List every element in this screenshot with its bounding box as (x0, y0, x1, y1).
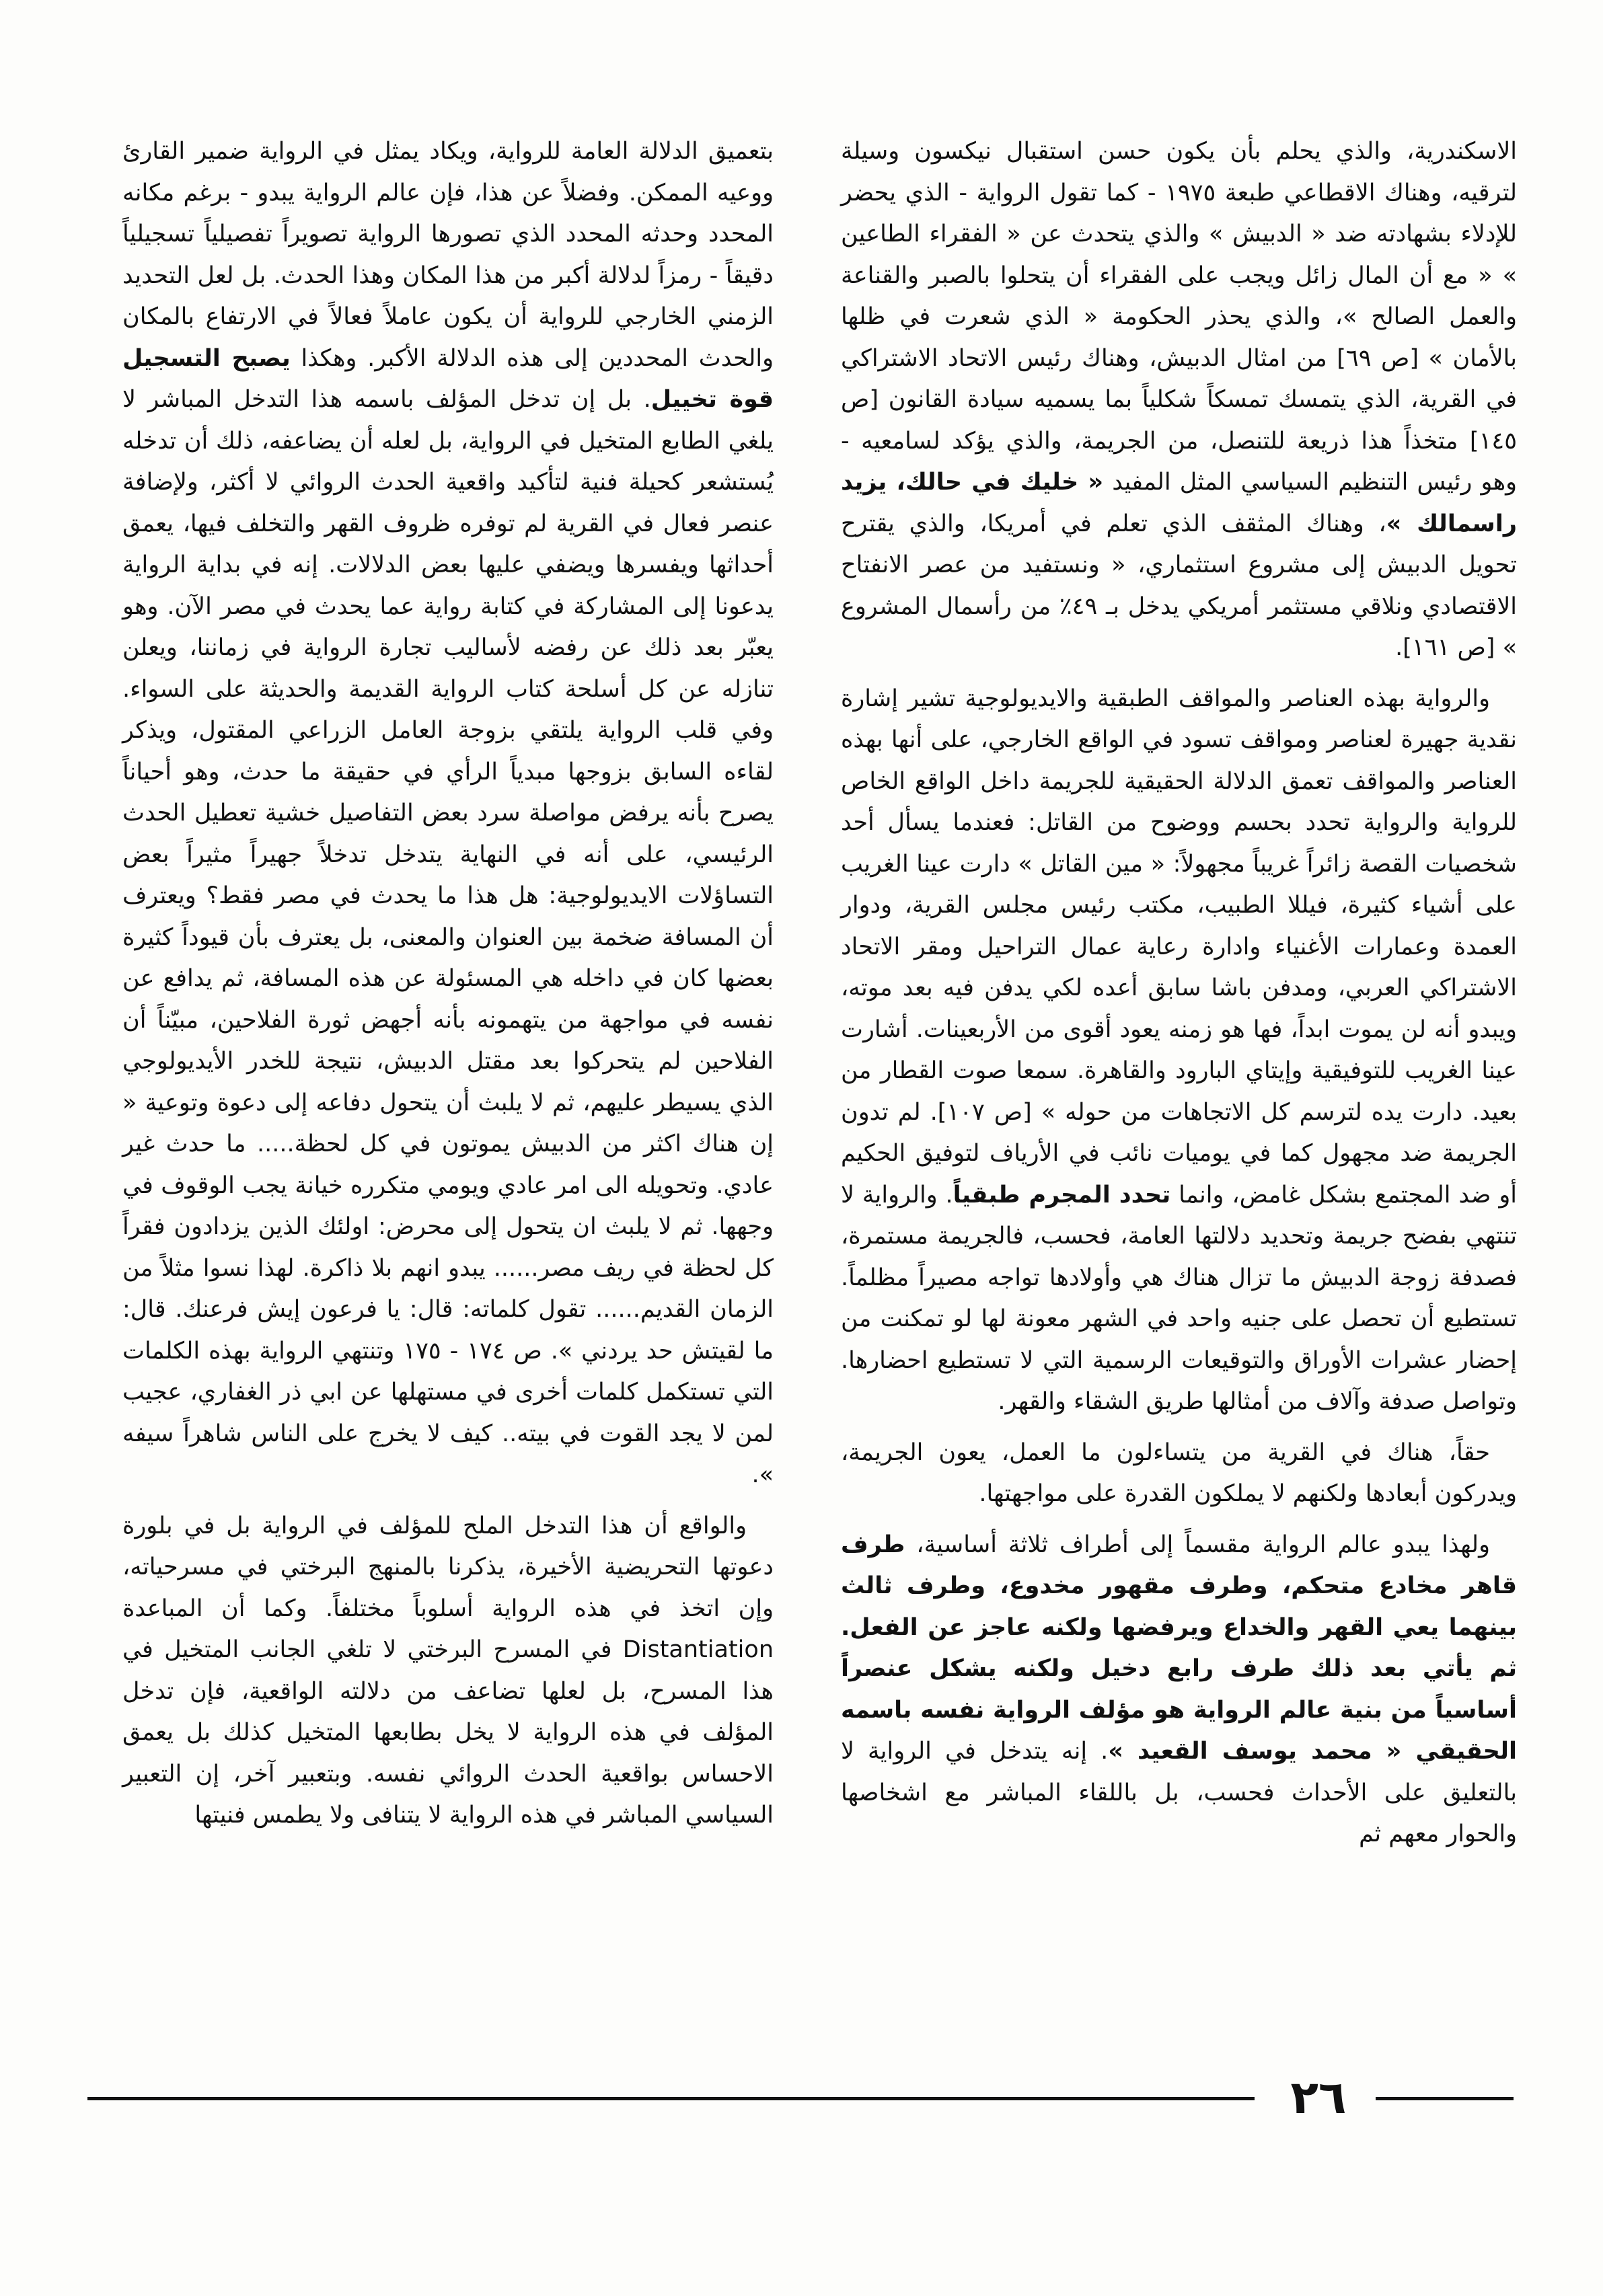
bold-text-segment: طرف قاهر مخادع متحكم، وطرف مقهور مخدوع، وطرف ثالث بينهما يعي القهر والخداع ويرفضها ولكنه عاجز عن الفعل. ثم يأتي بعد ذلك طرف رابع دخيل ولكنه يشكل عنصراً أساسياً من بنية عالم الرواية هو مؤلف الرواية نفسه باسمه الحقيقي « محمد يوسف القعيد » (841, 1531, 1517, 1765)
page-number: ٢٦ (1290, 2071, 1347, 2125)
paragraph (841, 1525, 1517, 1855)
bold-text-segment: يصبح التسجيل قوة تخييل (122, 344, 774, 413)
paragraph (122, 131, 774, 1496)
text-segment: ، وهناك المثقف الذي تعلم في أمريكا، والذي يقترح تحويل الدبيش إلى مشروع استثماري، « ونستفيد من عصر الانفتاح الاقتصادي ونلاقي مستثمر أمريكي يدخل بـ ٤٩٪ من رأسمال المشروع » [ص ١٦١]. (841, 510, 1517, 661)
text-segment: والرواية بهذه العناصر والمواقف الطبقية والايديولوجية تشير إشارة نقدية جهيرة لعناصر ومواقف تسود في الواقع الخارجي، على أنها بهذه العناصر والمواقف تعمق الدلالة الحقيقية للجريمة داخل الواقع الخاص للرواية والرواية تحدد بحسم ووضوح من القاتل: فعندما يسأل أحد شخصيات القصة زائراً غريباً مجهولاً: « مين القاتل » دارت عينا الغريب على أشياء كثيرة، فيللا الطبيب، مكتب رئيس مجلس القرية، ودوار العمدة وعمارات الأغنياء وادارة رعاية عمال التراحيل ومقر الاتحاد الاشتراكي العربي، ومدفن باشا سابق أعده لكي يدفن فيه بعد موته، ويبدو أنه لن يموت ابداً، فها هو زمنه يعود أقوى من الأربعينات. أشارت عينا الغريب للتوفيقية وإيتاي البارود والقاهرة. سمعا صوت القطار من بعيد. دارت يده لترسم كل الاتجاهات من حوله » [ص ١٠٧]. لم تدون الجريمة ضد مجهول كما في يوميات نائب في الأرياف لتوفيق الحكيم أو ضد المجتمع بشكل غامض، وانما (841, 685, 1517, 1209)
text-segment: . والرواية لا تنتهي بفضح جريمة وتحديد دلالتها العامة، فحسب، فالجريمة مستمرة، فصدفة زوجة الدبيش ما تزال هناك هي وأولادها تواجه مصيراً مظلماً. تستطيع أن تحصل على جنيه واحد في الشهر معونة لها لو تمكنت من إحضار عشرات الأوراق والتوقيعات الرسمية التي لا تستطيع احضارها. وتواصل صدفة وآلاف من أمثالها طريق الشقاء والقهر. (841, 1181, 1517, 1415)
text-segment: والواقع أن هذا التدخل الملح للمؤلف في الرواية بل في بلورة دعوتها التحريضية الأخيرة، يذكرنا بالمنهج البرختي في مسرحياته، وإن اتخذ في هذه الرواية أسلوباً مختلفاً. وكما أن المباعدة Distantiation في المسرح البرختي لا تلغي الجانب المتخيل في هذا المسرح، بل لعلها تضاعف من دلالته الواقعية، فإن تدخل المؤلف في هذه الرواية لا يخل بطابعها المتخيل كذلك بل يعمق الاحساس بواقعية الحدث الروائي نفسه. وبتعبير آخر، إن التعبير السياسي المباشر في هذه الرواية لا يتنافى ولا يطمس فنيتها (122, 1512, 774, 1829)
footer-rule-long (87, 2097, 1255, 2100)
text-segment: حقاً، هناك في القرية من يتساءلون ما العمل، يعون الجريمة، ويدركون أبعادها ولكنهم لا يملكون القدرة على مواجهتها. (841, 1439, 1517, 1507)
text-segment: . إنه يتدخل في الرواية لا بالتعليق على الأحداث فحسب، بل باللقاء المباشر مع اشخاصها والحوار معهم ثم (841, 1738, 1517, 1847)
bold-text-segment: « خليك في حالك، يزيد راسمالك » (841, 469, 1517, 537)
text-column-left (122, 131, 774, 1846)
text-segment: . بل إن تدخل المؤلف باسمه هذا التدخل المباشر لا يلغي الطابع المتخيل في الرواية، بل لعله أن يضاعفه، ذلك أن تدخله يُستشعر كحيلة فنية لتأكيد واقعية الحدث الروائي لا أكثر، ولإضافة عنصر فعال في القرية لم توفره ظروف القهر والتخلف فيها، يعمق أحداثها ويفسرها ويضفي عليها بعض الدلالات. إنه في بداية الرواية يدعونا إلى المشاركة في كتابة رواية عما يحدث في مصر الآن. وهو يعبّر بعد ذلك عن رفضه لأساليب تجارة الرواية في زماننا، ويعلن تنازله عن كل أسلحة كتاب الرواية القديمة والحديثة على السواء. وفي قلب الرواية يلتقي بزوجة العامل الزراعي المقتول، ويذكر لقاءه السابق بزوجها مبدياً الرأي في حقيقة ما حدث، وهو أحياناً يصرح بأنه يرفض مواصلة سرد بعض التفاصيل خشية تعطيل الحدث الرئيسي، على أنه في النهاية يتدخل تدخلاً جهيراً مثيراً بعض التساؤلات الايديولوجية: هل هذا ما يحدث في مصر فقط؟ ويعترف أن المسافة ضخمة بين العنوان والمعنى، بل يعترف بأن قيوداً كثيرة بعضها كان في داخله هي المسئولة عن هذه المسافة، ثم يدافع عن نفسه في مواجهة من يتهمونه بأنه أجهض ثورة الفلاحين، مبيّناً أن الفلاحين لم يتحركوا بعد مقتل الدبيش، نتيجة للخدر الأيديولوجي الذي يسيطر عليهم، ثم لا يلبث أن يتحول دفاعه إلى دعوة وتوعية « إن هناك اكثر من الدبيش يموتون في كل لحظة..... ما حدث غير عادي. وتحويله الى امر عادي ويومي متكرره خيانة يجب الوقوف في وجهها. ثم لا يلبث ان يتحول إلى محرض: اولئك الذين يزدادون فقراً كل لحظة في ريف مصر...... يبدو انهم بلا ذاكرة. لهذا نسوا مثلاً من الزمان القديم...... تقول كلماته: قال: يا فرعون إيش فرعنك. قال: ما لقيتش حد يردني ». ص ١٧٤ - ١٧٥ وتنتهي الرواية بهذه الكلمات التي تستكمل كلمات أخرى في مستهلها عن ابي ذر الغفاري، عجيب لمن لا يجد القوت في بيته.. كيف لا يخرج على الناس شاهراً سيفه ». (122, 386, 774, 1488)
bold-text-segment: تحدد المجرم طبقياً (953, 1181, 1171, 1209)
paragraph (841, 1432, 1517, 1515)
text-segment: بتعميق الدلالة العامة للرواية، ويكاد يمثل في الرواية ضمير القارئ ووعيه الممكن. وفضلاً عن هذا، فإن عالم الرواية يبدو - برغم مكانه المحدد وحدثه المحدد الذي تصورها الرواية تصويراً تفصيلياً تسجيلياً دقيقاً - رمزاً لدلالة أكبر من هذا المكان وهذا الحدث. بل لعل التحديد الزمني الخارجي للرواية أن يكون عاملاً فعالاً في الارتفاع بالمكان والحدث المحددين إلى هذه الدلالة الأكبر. وهكذا (122, 138, 774, 372)
paragraph (841, 679, 1517, 1423)
footer-rule-short (1376, 2097, 1514, 2100)
text-segment: ولهذا يبدو عالم الرواية مقسماً إلى أطراف ثلاثة أساسية، (905, 1531, 1490, 1558)
text-segment: الاسكندرية، والذي يحلم بأن يكون حسن استقبال نيكسون وسيلة لترقيه، وهناك الاقطاعي طبعة ١٩٧٥ - كما تقول الرواية - الذي يحضر للإدلاء بشهادته ضد « الدبيش » والذي يتحدث عن « الفقراء الطاعين » « مع أن المال زائل ويجب على الفقراء أن يتحلوا بالصبر والقناعة والعمل الصالح »، والذي يحذر الحكومة « الذي شعرت في ظلها بالأمان » [ص ٦٩] من امثال الدبيش، وهناك رئيس الاتحاد الاشتراكي في القرية، الذي يتمسك تمسكاً شكلياً بما يسميه سيادة القانون [ص ١٤٥] متخذاً هذا ذريعة للتنصل، من الجريمة، والذي يؤكد لسامعيه - وهو رئيس التنظيم السياسي المثل المفيد (841, 138, 1518, 496)
text-column-right (841, 131, 1517, 1865)
paragraph (122, 1506, 774, 1837)
paragraph (841, 131, 1517, 669)
